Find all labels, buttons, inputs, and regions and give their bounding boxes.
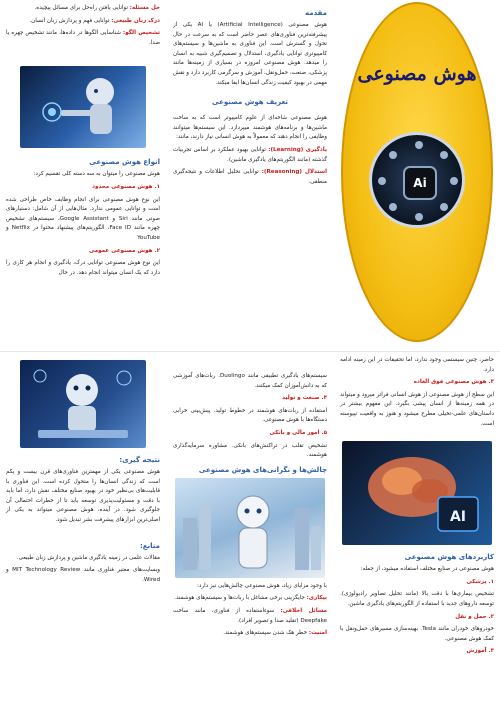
applications-heading: کاربردهای هوش مصنوعی (404, 553, 494, 562)
super-ai-label: ۳. هوش مصنوعی فوق العاده (413, 379, 494, 386)
narrow-ai-text: این نوع هوش مصنوعی برای انجام وظایف خاص طراحی شده است و توانایی عمومی ندارد. مثال‌هایی از آن شامل: دستیارهای صوتی مانند Siri و Google Assistant، سیستم‌های تشخیص چهره مانند Face ID، الگوریتم‌های پیشنهاد محتوا در Netflix و YouTube (6, 196, 161, 241)
ethics-label: مسائل اخلاقی: (280, 607, 327, 614)
unemployment-label: بیکاری: (306, 595, 327, 602)
ai-chip-icon: Ai (403, 166, 437, 200)
brochure-page-inner (0, 352, 500, 704)
education-text: سیستم‌های یادگیری تطبیقی مانند Duolingo. ربات‌های آموزشی که به دانش‌آموزان کمک میکنند. (173, 373, 327, 389)
industry-label: ۴. صنعت و تولید (282, 395, 327, 402)
pattern-text: شناسایی الگوها در داده‌ها، مانند تشخیص چهره یا صدا. (6, 30, 160, 46)
brain-illustration (342, 441, 492, 545)
security-label: امنیت: (308, 630, 327, 637)
general-ai-label: ۲. هوش مصنوعی عمومی (89, 247, 160, 254)
conclusion-panel (0, 352, 166, 704)
circuit-node-icon (389, 151, 397, 159)
industry-text: استفاده از ربات‌های هوشمند در خطوط تولید. پیش‌بینی خرابی دستگاه‌ها با هوش مصنوعی. (173, 407, 327, 424)
transport-label: ۲. حمل و نقل (455, 613, 494, 620)
problem-item (6, 4, 160, 14)
general-ai-text: این نوع هوش مصنوعی توانایی درک، یادگیری و انجام هر کاری را دارد که یک انسان میتواند انجام دهد. در حال (6, 260, 160, 276)
super-ai-text: این سطح از هوش مصنوعی از هوش انسانی فراتر میرود و میتواند در همه زمینه‌ها از انسان پیشی بگیرد. این مفهوم بیشتر در داستان‌های علمی-تخیلی مطرح میشود و هنوز به واقعیت نپیوسته است. (340, 391, 494, 427)
narrow-ai-label: ۱. هوش مصنوعی محدود (92, 183, 160, 190)
learning-item (173, 146, 327, 165)
robot-city-image (175, 478, 325, 578)
pattern-item (6, 29, 160, 48)
applications-intro: هوش مصنوعی در صنایع مختلف استفاده میشود، از جمله: (360, 566, 494, 573)
security-text: خطر هک شدن سیستم‌های هوشمند. (223, 630, 308, 637)
ethics-item (173, 607, 327, 626)
security-item (173, 629, 327, 639)
sources-heading: منابع: (139, 541, 160, 550)
medicine-label: ۱. پزشکی (466, 578, 494, 585)
cover-panel (334, 0, 500, 352)
types-heading: انواع هوش مصنوعی (89, 158, 160, 167)
ethics-text: سوءاستفاده از فناوری، مانند ساخت Deepfake (تقلید صدا و تصویر افراد). (173, 607, 327, 624)
problem-label: حل مسئله: (129, 5, 160, 11)
circuit-node-icon (378, 177, 386, 185)
conclusion-text: هوش مصنوعی یکی از مهمترین فناوری‌های قرن بیست و یکم است که زندگی انسان‌ها را متحول کرده است. این فناوری با قابلیت‌های بی‌نظیر خود در بهبود صنایع مختلف نقش دارد، اما باید با دقت و مسئولیت‌پذیری توسعه یابد تا از خطرات احتمالی آن جلوگیری شود. در آینده، هوش مصنوعی میتواند به یکی از اصلی‌ترین ابزارهای پیشرفت بشر تبدیل شود. (6, 469, 160, 523)
reasoning-text: توانایی تحلیل اطلاعات و نتیجه‌گیری منطقی. (173, 169, 327, 185)
problem-text: توانایی یافتن راه‌حل برای مسائل پیچیده. (34, 5, 128, 11)
sources-text: مقالات علمی در زمینه یادگیری ماشین و پردازش زبان طبیعی. (16, 554, 160, 561)
ai-emblem (369, 132, 465, 228)
conclusion-heading: نتیجه گیری: (119, 456, 160, 464)
education-label: ۳. آموزش (466, 648, 494, 655)
reasoning-item (173, 168, 327, 187)
challenges-intro: با وجود مزایای زیاد، هوش مصنوعی چالش‌هایی نیز دارد: (197, 582, 327, 589)
robot-city-illustration (175, 478, 325, 578)
definition-heading: تعریف هوش مصنوعی (211, 98, 288, 107)
learning-text: توانایی بهبود عملکرد بر اساس تجربیات گذشته (مانند الگوریتم‌های یادگیری ماشین). (173, 146, 327, 163)
circuit-node-icon (389, 203, 397, 211)
circuit-node-icon (440, 203, 448, 211)
robot-illustration (20, 66, 146, 148)
unemployment-text: جایگزینی برخی مشاغل با ربات‌ها و سیستم‌های هوشمند. (174, 595, 305, 602)
reasoning-label: استدلال (Reasoning): (261, 169, 327, 176)
challenges-panel (167, 352, 333, 704)
finance-label: ۵. امور مالی و بانکی (269, 429, 327, 436)
transport-text: خودروهای خودران مانند Tesla. بهینه‌سازی مسیرهای حمل‌ونقل با کمک هوش مصنوعی. (340, 626, 494, 642)
circuit-node-icon (415, 141, 423, 149)
language-item (6, 17, 160, 27)
brain-chip-label: AI (449, 509, 467, 526)
brain-chip-image (342, 441, 492, 545)
cover-title: هوش مصنوعی (357, 63, 477, 85)
definition-text: هوش مصنوعی شاخه‌ای از علوم کامپیوتر است که به ساخت ماشین‌ها و برنامه‌های هوشمند میپردازد. این سیستم‌ها میتوانند وظایفی را انجام دهند که معمولاً به هوش انسانی نیاز دارند، مانند: (173, 115, 327, 141)
medicine-text: تشخیص بیماری‌ها با دقت بالا (مانند تحلیل تصاویر رادیولوژی). توسعه داروهای جدید با استفاده از الگوریتم‌های یادگیری ماشین. (340, 591, 494, 607)
intro-panel (167, 0, 333, 352)
sources-text-2: وبسایت‌های معتبر فناوری مانند MIT Technology Review و Wired. (6, 567, 160, 583)
learning-label: یادگیری (Learning): (268, 146, 327, 153)
robot-typing-illustration (20, 360, 146, 448)
intro-heading: مقدمه (305, 9, 327, 17)
robot-hand-image (20, 66, 146, 148)
finance-text: تشخیص تقلب در تراکنش‌های بانکی. مشاوره سرمایه‌گذاری هوشمند. (173, 442, 327, 459)
types-intro: هوش مصنوعی را میتوان به سه دسته کلی تقسیم کرد: (33, 171, 160, 178)
language-text: توانایی فهم و پردازش زبان انسان. (29, 17, 110, 24)
intro-text: هوش مصنوعی (Artificial Intelligence) یا AI یکی از پیشرفته‌ترین فناوری‌های عصر حاضر است که به سرعت در حال تحول و گسترش است. این فناوری به ماشین‌ها و سیستم‌های کامپیوتری توانایی یادگیری، استدلال و تصمیم‌گیری شبیه به انسان را میدهد. هوش مصنوعی امروزه در بسیاری از زمینه‌ها مانند پزشکی، صنعت، حمل‌ونقل، آموزش و سرگرمی کاربرد دارد و نقش مهمی در بهبود کیفیت زندگی انسان‌ها ایفا میکند. (173, 22, 327, 86)
applications-panel (334, 352, 500, 704)
language-label: درک زبان طبیعی: (111, 17, 160, 24)
robot-typing-image (20, 360, 146, 448)
general-ai-continued: حاضر، چنین سیستمی وجود ندارد، اما تحقیقات در این زمینه ادامه دارد. (340, 357, 494, 373)
types-panel (0, 0, 166, 352)
circuit-node-icon (450, 177, 458, 185)
circuit-node-icon (440, 151, 448, 159)
unemployment-item (173, 594, 327, 604)
cover-oval (341, 2, 493, 342)
challenges-heading: چالش‌ها و نگرانی‌های هوش مصنوعی (198, 465, 327, 474)
circuit-node-icon (415, 213, 423, 221)
pattern-label: تشخیص الگو: (123, 30, 161, 37)
